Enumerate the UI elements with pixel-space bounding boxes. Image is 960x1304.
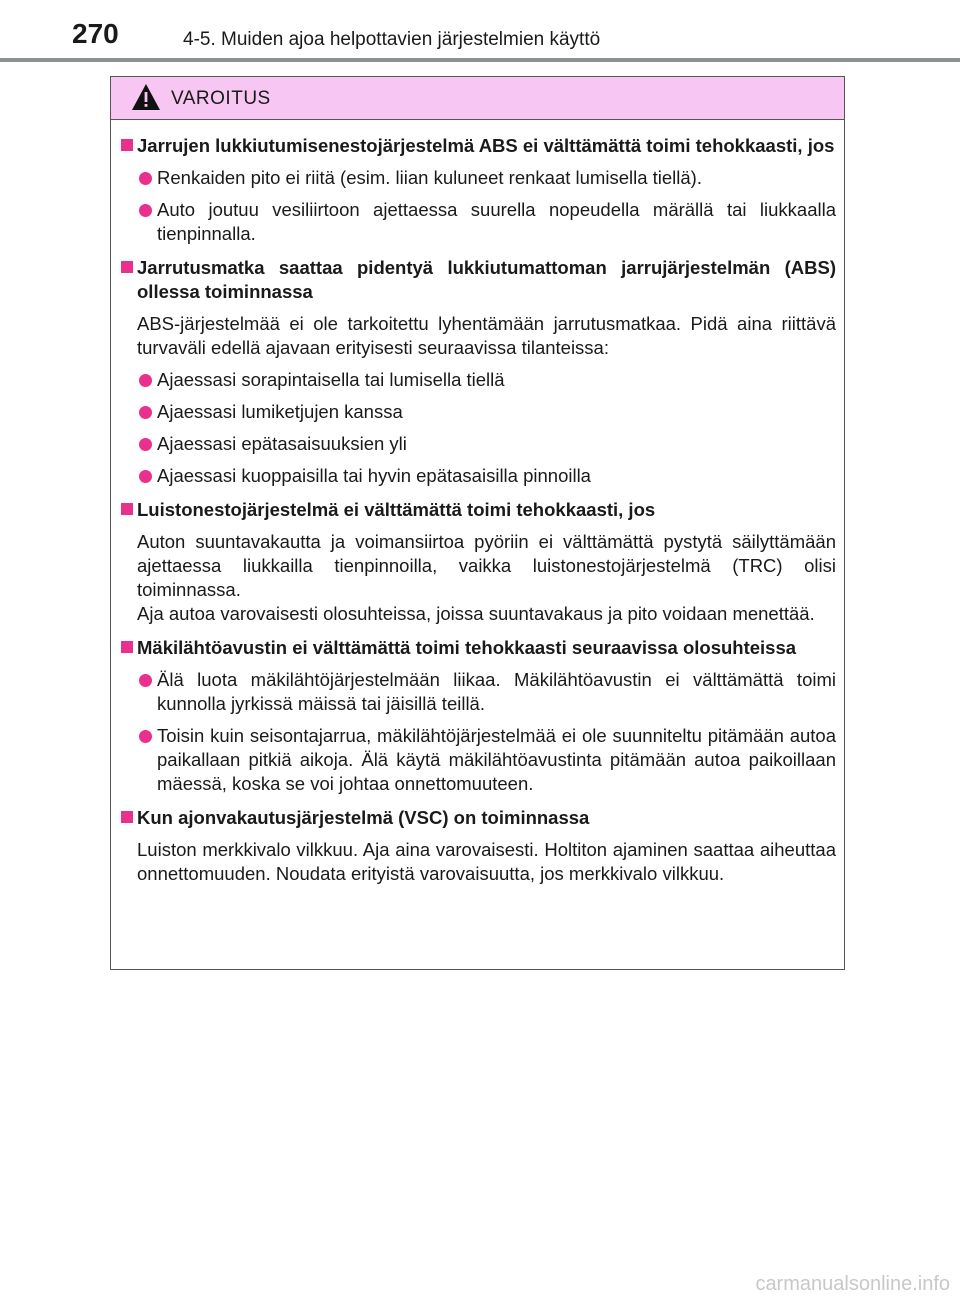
round-bullet-icon [139,470,152,483]
list-item [137,400,836,424]
bullet-text: Ajaessasi sorapintaisella tai lumisella tiellä [157,369,505,390]
list-item [137,464,836,488]
square-bullet-icon [121,139,133,151]
round-bullet-icon [139,204,152,217]
round-bullet-icon [139,172,152,185]
bullet-text: Ajaessasi lumiketjujen kanssa [157,401,403,422]
list-item [137,368,836,392]
bullet-text: Toisin kuin seisontajarrua, mäkilähtöjärjestelmää ei ole suunniteltu pitämään autoa paikallaan pitkiä aikoja. Älä käytä mäkilähtöavustinta pitämään autoa paikoillaan mäessä, koska se voi johtaa onnettomuuteen. [157,725,836,794]
list-item [137,166,836,190]
warning-item-vsc [121,806,836,886]
warning-label: VAROITUS [171,88,271,109]
paragraph-sentence: Auton suuntavakautta ja voimansiirtoa pyöriin ei välttämättä pystytä säilyttämään ajettaessa liukkailla tienpinnoilla, vaikka luistonestojärjestelmä (TRC) olisi toiminnassa. [137,531,836,600]
round-bullet-icon [139,730,152,743]
square-bullet-icon [121,811,133,823]
bullet-text: Älä luota mäkilähtöjärjestelmään liikaa. Mäkilähtöavustin ei välttämättä toimi kunnolla jyrkissä mäissä tai jäisillä teillä. [157,669,836,714]
item-heading: Jarrujen lukkiutumisenestojärjestelmä ABS ei välttämättä toimi tehokkaasti, jos [137,135,835,156]
item-paragraph: ABS-järjestelmää ei ole tarkoitettu lyhentämään jarrutusmatkaa. Pidä aina riittävä turvaväli edellä ajavaan erityisesti seuraavissa tilanteissa: [137,313,836,358]
warning-item-hill-start [121,636,836,796]
warning-header [111,77,844,120]
round-bullet-icon [139,374,152,387]
list-item [137,668,836,716]
square-bullet-icon [121,261,133,273]
item-heading: Luistonestojärjestelmä ei välttämättä toimi tehokkaasti, jos [137,499,656,520]
round-bullet-icon [139,406,152,419]
bullet-text: Renkaiden pito ei riitä (esim. liian kuluneet renkaat lumisella tiellä). [157,167,702,188]
warning-box [110,76,845,970]
bullet-text: Ajaessasi epätasaisuuksien yli [157,433,407,454]
page-header [0,0,960,66]
warning-item-braking-distance [121,256,836,488]
bullet-text: Ajaessasi kuoppaisilla tai hyvin epätasaisilla pinnoilla [157,465,591,486]
round-bullet-icon [139,674,152,687]
item-paragraph [137,530,836,626]
warning-item-abs [121,134,836,246]
page-number: 270 [72,18,119,49]
list-item [137,724,836,796]
warning-triangle-icon [131,83,161,111]
item-heading: Mäkilähtöavustin ei välttämättä toimi tehokkaasti seuraavissa olosuhteissa [137,637,797,658]
header-divider [0,58,960,62]
item-paragraph: Luiston merkkivalo vilkkuu. Aja aina varovaisesti. Holtiton ajaminen saattaa aiheuttaa onnettomuuden. Noudata erityistä varovaisuutta, jos merkkivalo vilkkuu. [137,839,836,884]
round-bullet-icon [139,438,152,451]
warning-content [111,120,844,886]
watermark: carmanualsonline.info [755,1273,950,1295]
list-item [137,198,836,246]
item-heading: Kun ajonvakautusjärjestelmä (VSC) on toiminnassa [137,807,590,828]
square-bullet-icon [121,503,133,515]
bullet-text: Auto joutuu vesiliirtoon ajettaessa suurella nopeudella märällä tai liukkaalla tienpinnalla. [157,199,836,244]
item-heading: Jarrutusmatka saattaa pidentyä lukkiutumattoman jarrujärjestelmän (ABS) ollessa toiminnassa [137,257,836,302]
warning-item-trc [121,498,836,626]
list-item [137,432,836,456]
square-bullet-icon [121,641,133,653]
section-title: 4-5. Muiden ajoa helpottavien järjestelmien käyttö [183,29,601,50]
paragraph-sentence: Aja autoa varovaisesti olosuhteissa, joissa suuntavakaus ja pito voidaan menettää. [137,603,815,624]
